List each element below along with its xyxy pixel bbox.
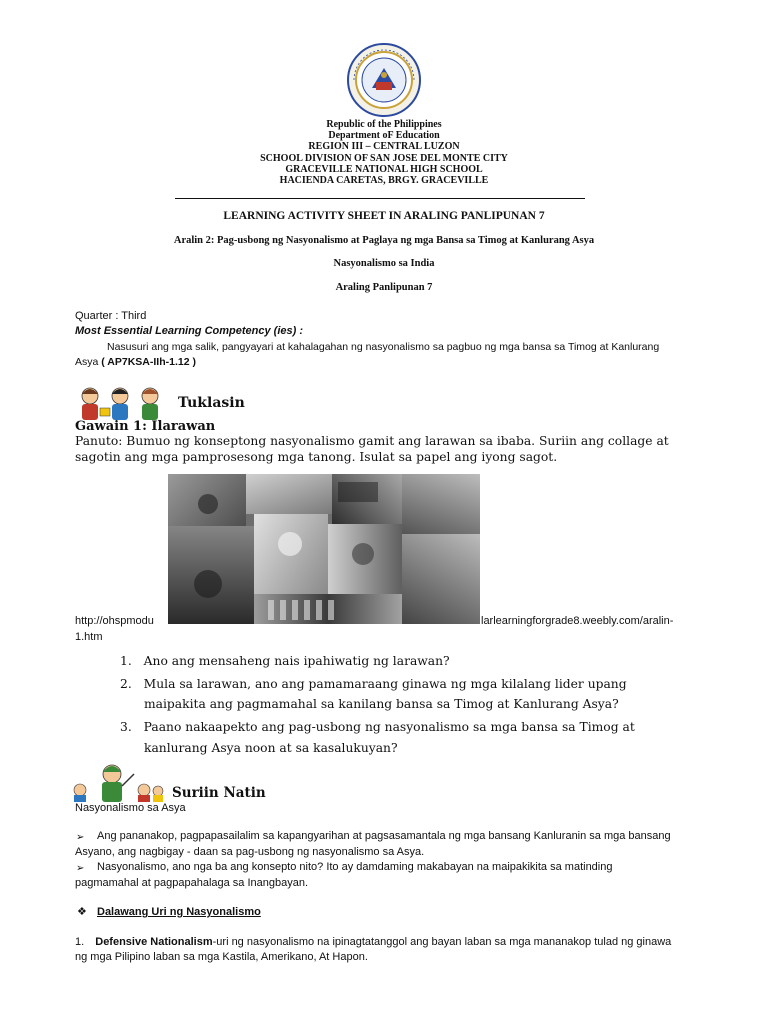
header-line-5: GRACEVILLE NATIONAL HIGH SCHOOL (285, 164, 483, 175)
header-line-2: Department oF Education (328, 130, 440, 141)
suriin-heading: Suriin Natin (172, 785, 266, 801)
question-number: 3. (120, 720, 132, 734)
header-line-6: HACIENDA CARETAS, BRGY. GRACEVILLE (279, 175, 489, 186)
header-line-4: SCHOOL DIVISION OF SAN JOSE DEL MONTE CITY (260, 153, 508, 164)
question-3-continued: kanlurang Asya noon at sa kasalukuyan? (144, 741, 398, 755)
tuklasin-heading: Tuklasin (178, 395, 245, 411)
question-1 (120, 654, 450, 668)
panuto-line-2: sagotin ang mga pamprosesong mga tanong. Isulat sa papel ang iyong sagot. (75, 450, 558, 464)
quarter-label: Quarter : Third (75, 310, 147, 322)
bullet-1-line-1: Ang pananakop, pagpapasailalim sa kapangyarihan at pagsasamantala ng mga bansang Kanluranin sa mga bansang (97, 830, 671, 842)
competency-code: ( AP7KSA-IIh-1.12 ) (101, 356, 196, 368)
competency-label: Most Essential Learning Competency (ies) : (75, 325, 303, 337)
question-text: Mula sa larawan, ano ang pamamaraang ginawa ng mga kilalang lider upang (143, 677, 627, 691)
competency-text: Nasusuri ang mga salik, pangyayari at kahalagahan ng nasyonalismo sa pagbuo ng mga bansa sa Timog at Kanlurang (107, 341, 660, 353)
deped-seal-icon (346, 42, 422, 118)
teacher-cartoon-icon (68, 762, 166, 802)
suriin-subheading: Nasyonalismo sa Asya (75, 802, 186, 814)
item-1-line-2: ng mga Pilipino laban sa mga Kastila, Amerikano, At Hapon. (75, 951, 368, 963)
bullet-1-line-2: Asyano, ang nagbigay - daan sa pag-usbong ng nasyonalismo sa Asya. (75, 846, 425, 858)
competency-text-2: Asya (75, 356, 99, 368)
question-number: 2. (120, 677, 132, 691)
topic-title: Nasyonalismo sa India (333, 258, 435, 269)
item-1-definition: -uri ng nasyonalismo na ipinagtatanggol ang bayan laban sa mga mananakop tulad ng ginawa (212, 936, 672, 948)
item-1-line-1 (75, 936, 671, 948)
diamond-bullet-icon: ❖ (77, 906, 87, 918)
header-divider (175, 198, 585, 199)
nationalism-photo-collage (168, 474, 480, 624)
question-number: 1. (120, 654, 132, 668)
students-cartoon-icon (74, 386, 170, 422)
dalawang-uri-heading: Dalawang Uri ng Nasyonalismo (97, 906, 261, 918)
panuto-line-1: Panuto: Bumuo ng konseptong nasyonalismo gamit ang larawan sa ibaba. Suriin ang collage at (75, 434, 669, 448)
source-url-right[interactable]: larlearningforgrade8.weebly.com/aralin- (481, 615, 674, 627)
gawain-heading: Gawain 1: Ilarawan (75, 419, 216, 434)
bullet-2-line-1: Nasyonalismo, ano nga ba ang konsepto nito? Ito ay damdaming makabayan na maipakikita sa matinding (97, 861, 613, 873)
question-text: Paano nakaapekto ang pag-usbong ng nasyonalismo sa mga bansa sa Timog at (143, 720, 635, 734)
question-3 (120, 720, 635, 734)
arrowhead-bullet-icon: ➢ (76, 832, 85, 843)
item-1-term: Defensive Nationalism (95, 936, 213, 948)
aralin-title: Aralin 2: Pag-usbong ng Nasyonalismo at Paglaya ng mga Bansa sa Timog at Kanlurang Asya (173, 235, 595, 246)
arrowhead-bullet-icon: ➢ (76, 863, 85, 874)
bullet-2-line-2: pagmamahal at pagpapahalaga sa Inangbayan. (75, 877, 309, 889)
source-url-left[interactable]: http://ohspmodu (75, 615, 154, 627)
question-2-continued: maipakita ang pagmamahal sa kanilang bansa sa Timog at Kanlurang Asya? (144, 697, 619, 711)
subject-title: Araling Panlipunan 7 (335, 282, 433, 293)
item-number: 1. (75, 936, 85, 948)
question-2 (120, 677, 627, 691)
header-line-1: Republic of the Philippines (326, 119, 442, 130)
question-text: Ano ang mensaheng nais ipahiwatig ng larawan? (143, 654, 450, 668)
source-url-wrap[interactable]: 1.htm (75, 631, 103, 643)
competency-line2 (75, 356, 196, 368)
header-line-3: REGION III – CENTRAL LUZON (308, 141, 460, 152)
sheet-title: LEARNING ACTIVITY SHEET IN ARALING PANLIPUNAN 7 (223, 210, 545, 222)
